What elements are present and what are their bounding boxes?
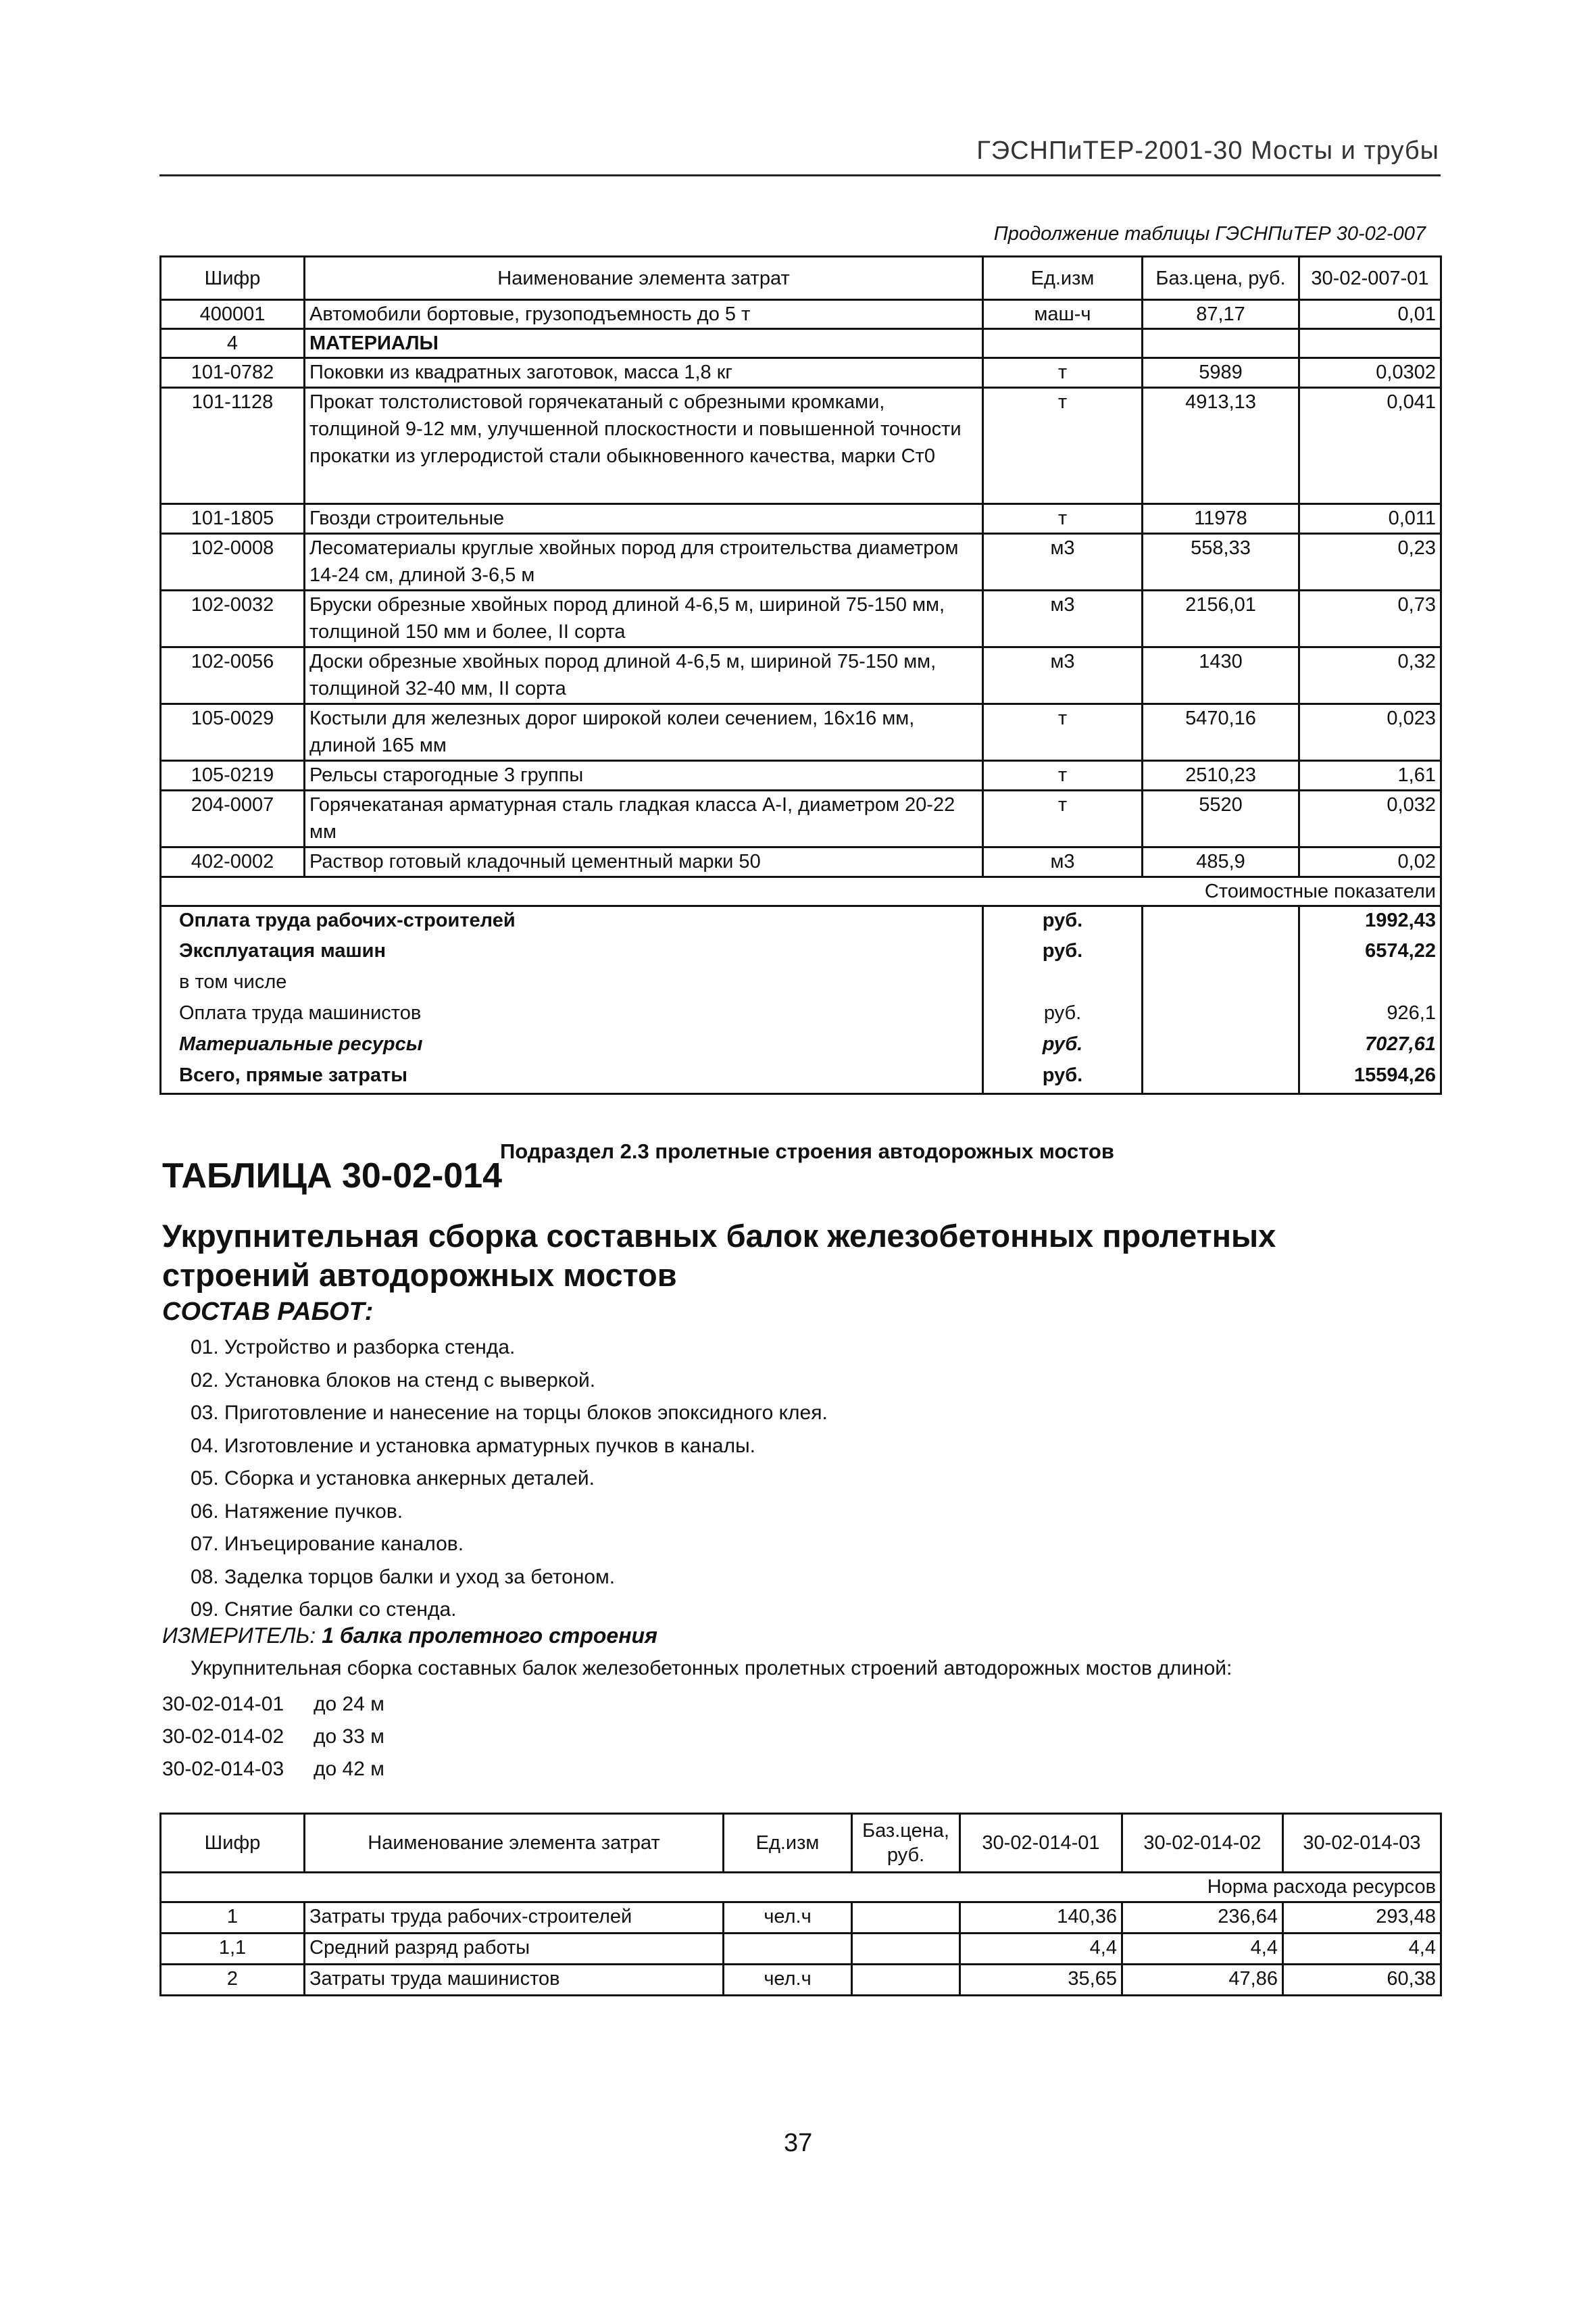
row-value: 0,32 — [1299, 647, 1441, 704]
row-value: 0,011 — [1299, 504, 1441, 534]
table-row — [161, 704, 1441, 761]
row-unit: м3 — [983, 647, 1143, 704]
meter-label: ИЗМЕРИТЕЛЬ: — [162, 1623, 316, 1648]
row-code: 102-0008 — [161, 534, 305, 591]
list-item: 07. Инъецирование каналов. — [191, 1533, 464, 1555]
row-value: 0,0302 — [1299, 358, 1441, 388]
row-value-2: 4,4 — [1122, 1934, 1283, 1965]
row-value: 0,02 — [1299, 847, 1441, 877]
row-name: Автомобили бортовые, грузоподъемность до 5 т — [305, 300, 983, 329]
table-header-row — [161, 1814, 1441, 1873]
table-row — [161, 647, 1441, 704]
row-unit — [983, 329, 1143, 358]
row-unit — [724, 1934, 852, 1965]
total-label: Материальные ресурсы — [161, 1031, 983, 1062]
row-value-3: 4,4 — [1283, 1934, 1441, 1965]
totals-row — [161, 937, 1441, 968]
list-item — [162, 1753, 384, 1786]
row-unit: м3 — [983, 591, 1143, 647]
total-price — [1143, 906, 1299, 937]
totals-row — [161, 1031, 1441, 1062]
totals-row — [161, 1062, 1441, 1094]
row-unit: чел.ч — [724, 1902, 852, 1934]
cost-indicators-caption: Стоимостные показатели — [161, 877, 1441, 906]
col-header-unit: Ед.изм — [724, 1814, 852, 1873]
row-unit: м3 — [983, 534, 1143, 591]
resource-table-30-02-014 — [159, 1813, 1442, 1996]
list-item: 04. Изготовление и установка арматурных пучков в каналы. — [191, 1434, 755, 1457]
row-price: 4913,13 — [1143, 388, 1299, 504]
list-item: 08. Заделка торцов балки и уход за бетоном. — [191, 1565, 616, 1588]
row-price: 5470,16 — [1143, 704, 1299, 761]
table-header-row — [161, 257, 1441, 300]
list-item: 03. Приготовление и нанесение на торцы блоков эпоксидного клея. — [191, 1402, 828, 1424]
row-price: 2156,01 — [1143, 591, 1299, 647]
row-code: 1,1 — [161, 1934, 305, 1965]
total-label: Оплата труда машинистов — [161, 1000, 983, 1031]
row-unit: т — [983, 761, 1143, 791]
table-row — [161, 1902, 1441, 1934]
list-item: 02. Установка блоков на стенд с выверкой. — [191, 1369, 596, 1392]
row-name: Лесоматериалы круглые хвойных пород для строительства диаметром 14-24 см, длиной 3-6,5 м — [305, 534, 983, 591]
totals-row — [161, 1000, 1441, 1031]
row-value: 0,73 — [1299, 591, 1441, 647]
row-value-3: 293,48 — [1283, 1902, 1441, 1934]
variant-desc: до 33 м — [314, 1725, 384, 1748]
col-header-code: Шифр — [161, 257, 305, 300]
col-header-code: Шифр — [161, 1814, 305, 1873]
row-name: Горячекатаная арматурная сталь гладкая класса А-I, диаметром 20-22 мм — [305, 791, 983, 847]
col-header-variant-3: 30-02-014-03 — [1283, 1814, 1441, 1873]
total-label: в том числе — [161, 968, 983, 1000]
total-value: 7027,61 — [1299, 1031, 1441, 1062]
table-row — [161, 591, 1441, 647]
total-label: Оплата труда рабочих-строителей — [161, 906, 983, 937]
col-header-variant-1: 30-02-014-01 — [960, 1814, 1122, 1873]
variant-list — [162, 1688, 384, 1786]
total-unit: руб. — [983, 1062, 1143, 1094]
table-row — [161, 534, 1441, 591]
table-row — [161, 847, 1441, 877]
total-unit: руб. — [983, 937, 1143, 968]
table-continuation-caption: Продолжение таблицы ГЭСНПиТЕР 30-02-007 — [993, 223, 1426, 245]
row-name: Гвозди строительные — [305, 504, 983, 534]
row-price — [852, 1934, 960, 1965]
subsection-heading: Подраздел 2.3 пролетные строения автодорожных мостов — [500, 1139, 1114, 1163]
variants-intro: Укрупнительная сборка составных балок железобетонных пролетных строений автодорожных мостов длиной: — [191, 1657, 1232, 1679]
total-unit — [983, 968, 1143, 1000]
row-unit: т — [983, 791, 1143, 847]
running-header: ГЭСНПиТЕР-2001-30 Мосты и трубы — [976, 137, 1439, 165]
header-rule — [159, 174, 1441, 176]
table-row — [161, 358, 1441, 388]
row-code: 105-0029 — [161, 704, 305, 761]
row-value: 0,041 — [1299, 388, 1441, 504]
row-code: 105-0219 — [161, 761, 305, 791]
total-price — [1143, 968, 1299, 1000]
row-unit: м3 — [983, 847, 1143, 877]
total-unit: руб. — [983, 906, 1143, 937]
total-value: 926,1 — [1299, 1000, 1441, 1031]
row-code: 204-0007 — [161, 791, 305, 847]
row-value: 0,23 — [1299, 534, 1441, 591]
row-name: Костыли для железных дорог широкой колеи сечением, 16х16 мм, длиной 165 мм — [305, 704, 983, 761]
table-code-heading: ТАБЛИЦА 30-02-014 — [162, 1156, 503, 1196]
variant-desc: до 42 м — [314, 1758, 384, 1780]
row-price: 1430 — [1143, 647, 1299, 704]
totals-row — [161, 968, 1441, 1000]
row-code: 402-0002 — [161, 847, 305, 877]
row-name: Доски обрезные хвойных пород длиной 4-6,5 м, шириной 75-150 мм, толщиной 32-40 мм, II сорта — [305, 647, 983, 704]
row-value: 0,023 — [1299, 704, 1441, 761]
row-unit: маш-ч — [983, 300, 1143, 329]
row-code: 400001 — [161, 300, 305, 329]
row-name: Бруски обрезные хвойных пород длиной 4-6,5 м, шириной 75-150 мм, толщиной 150 мм и более, II сорта — [305, 591, 983, 647]
row-price: 485,9 — [1143, 847, 1299, 877]
totals-row — [161, 906, 1441, 937]
list-item: 09. Снятие балки со стенда. — [191, 1598, 457, 1621]
total-price — [1143, 1062, 1299, 1094]
meter-value: 1 балка пролетного строения — [322, 1623, 657, 1648]
row-value: 0,01 — [1299, 300, 1441, 329]
row-name: Прокат толстолистовой горячекатаный с обрезными кромками, толщиной 9-12 мм, улучшенной плоскостности и повышенной точности прокатки из углеродистой стали обыкновенного качества, марки Ст0 — [305, 388, 983, 504]
row-value-1: 140,36 — [960, 1902, 1122, 1934]
row-value — [1299, 329, 1441, 358]
total-value: 1992,43 — [1299, 906, 1441, 937]
row-code: 102-0056 — [161, 647, 305, 704]
table-row — [161, 1934, 1441, 1965]
table-row — [161, 761, 1441, 791]
col-header-variant-2: 30-02-014-02 — [1122, 1814, 1283, 1873]
col-header-name: Наименование элемента затрат — [305, 1814, 724, 1873]
total-value — [1299, 968, 1441, 1000]
row-name: Рельсы старогодные 3 группы — [305, 761, 983, 791]
row-name: Средний разряд работы — [305, 1934, 724, 1965]
row-price — [852, 1965, 960, 1996]
table-row — [161, 1965, 1441, 1996]
row-name: Поковки из квадратных заготовок, масса 1,8 кг — [305, 358, 983, 388]
table-row — [161, 504, 1441, 534]
variant-code: 30-02-014-03 — [162, 1758, 284, 1780]
row-name: Затраты труда рабочих-строителей — [305, 1902, 724, 1934]
works-heading: СОСТАВ РАБОТ: — [162, 1298, 374, 1326]
table-row — [161, 791, 1441, 847]
row-code: 1 — [161, 1902, 305, 1934]
table-title: Укрупнительная сборка составных балок железобетонных пролетных строений автодорожных мостов — [162, 1218, 1276, 1293]
total-unit: руб. — [983, 1000, 1143, 1031]
row-code: 102-0032 — [161, 591, 305, 647]
total-price — [1143, 1000, 1299, 1031]
cost-caption-row — [161, 877, 1441, 906]
row-price: 2510,23 — [1143, 761, 1299, 791]
row-code: 4 — [161, 329, 305, 358]
row-value-2: 236,64 — [1122, 1902, 1283, 1934]
list-item: 01. Устройство и разборка стенда. — [191, 1336, 516, 1358]
table-row — [161, 300, 1441, 329]
row-price — [852, 1902, 960, 1934]
total-price — [1143, 937, 1299, 968]
total-value: 6574,22 — [1299, 937, 1441, 968]
row-price — [1143, 329, 1299, 358]
meter-line — [162, 1623, 657, 1648]
variant-code: 30-02-014-02 — [162, 1725, 284, 1748]
total-price — [1143, 1031, 1299, 1062]
row-code: 2 — [161, 1965, 305, 1996]
col-header-variant: 30-02-007-01 — [1299, 257, 1441, 300]
row-value-3: 60,38 — [1283, 1965, 1441, 1996]
row-unit: т — [983, 704, 1143, 761]
row-value: 1,61 — [1299, 761, 1441, 791]
total-value: 15594,26 — [1299, 1062, 1441, 1094]
row-code: 101-1805 — [161, 504, 305, 534]
table-row — [161, 388, 1441, 504]
row-price: 558,33 — [1143, 534, 1299, 591]
row-price: 5520 — [1143, 791, 1299, 847]
list-item: 05. Сборка и установка анкерных деталей. — [191, 1467, 595, 1490]
table-row — [161, 329, 1441, 358]
work-list — [191, 1331, 828, 1627]
list-item — [162, 1688, 384, 1721]
col-header-name: Наименование элемента затрат — [305, 257, 983, 300]
row-value-1: 35,65 — [960, 1965, 1122, 1996]
row-code: 101-1128 — [161, 388, 305, 504]
row-code: 101-0782 — [161, 358, 305, 388]
row-price: 11978 — [1143, 504, 1299, 534]
norm-caption-row — [161, 1873, 1441, 1902]
variant-desc: до 24 м — [314, 1693, 384, 1715]
row-value-2: 47,86 — [1122, 1965, 1283, 1996]
variant-code: 30-02-014-01 — [162, 1693, 284, 1715]
row-unit: т — [983, 358, 1143, 388]
resource-table-30-02-007 — [159, 255, 1442, 1095]
row-name: Затраты труда машинистов — [305, 1965, 724, 1996]
row-value: 0,032 — [1299, 791, 1441, 847]
page-number: 37 — [784, 2129, 813, 2157]
total-unit: руб. — [983, 1031, 1143, 1062]
total-label: Эксплуатация машин — [161, 937, 983, 968]
col-header-price: Баз.цена, руб. — [852, 1814, 960, 1873]
row-name: МАТЕРИАЛЫ — [305, 329, 983, 358]
row-unit: т — [983, 504, 1143, 534]
col-header-price: Баз.цена, руб. — [1143, 257, 1299, 300]
row-price: 5989 — [1143, 358, 1299, 388]
row-price: 87,17 — [1143, 300, 1299, 329]
list-item — [162, 1721, 384, 1753]
total-label: Всего, прямые затраты — [161, 1062, 983, 1094]
row-value-1: 4,4 — [960, 1934, 1122, 1965]
row-unit: т — [983, 388, 1143, 504]
list-item: 06. Натяжение пучков. — [191, 1500, 403, 1523]
row-unit: чел.ч — [724, 1965, 852, 1996]
col-header-unit: Ед.изм — [983, 257, 1143, 300]
row-name: Раствор готовый кладочный цементный марки 50 — [305, 847, 983, 877]
norm-caption: Норма расхода ресурсов — [161, 1873, 1441, 1902]
